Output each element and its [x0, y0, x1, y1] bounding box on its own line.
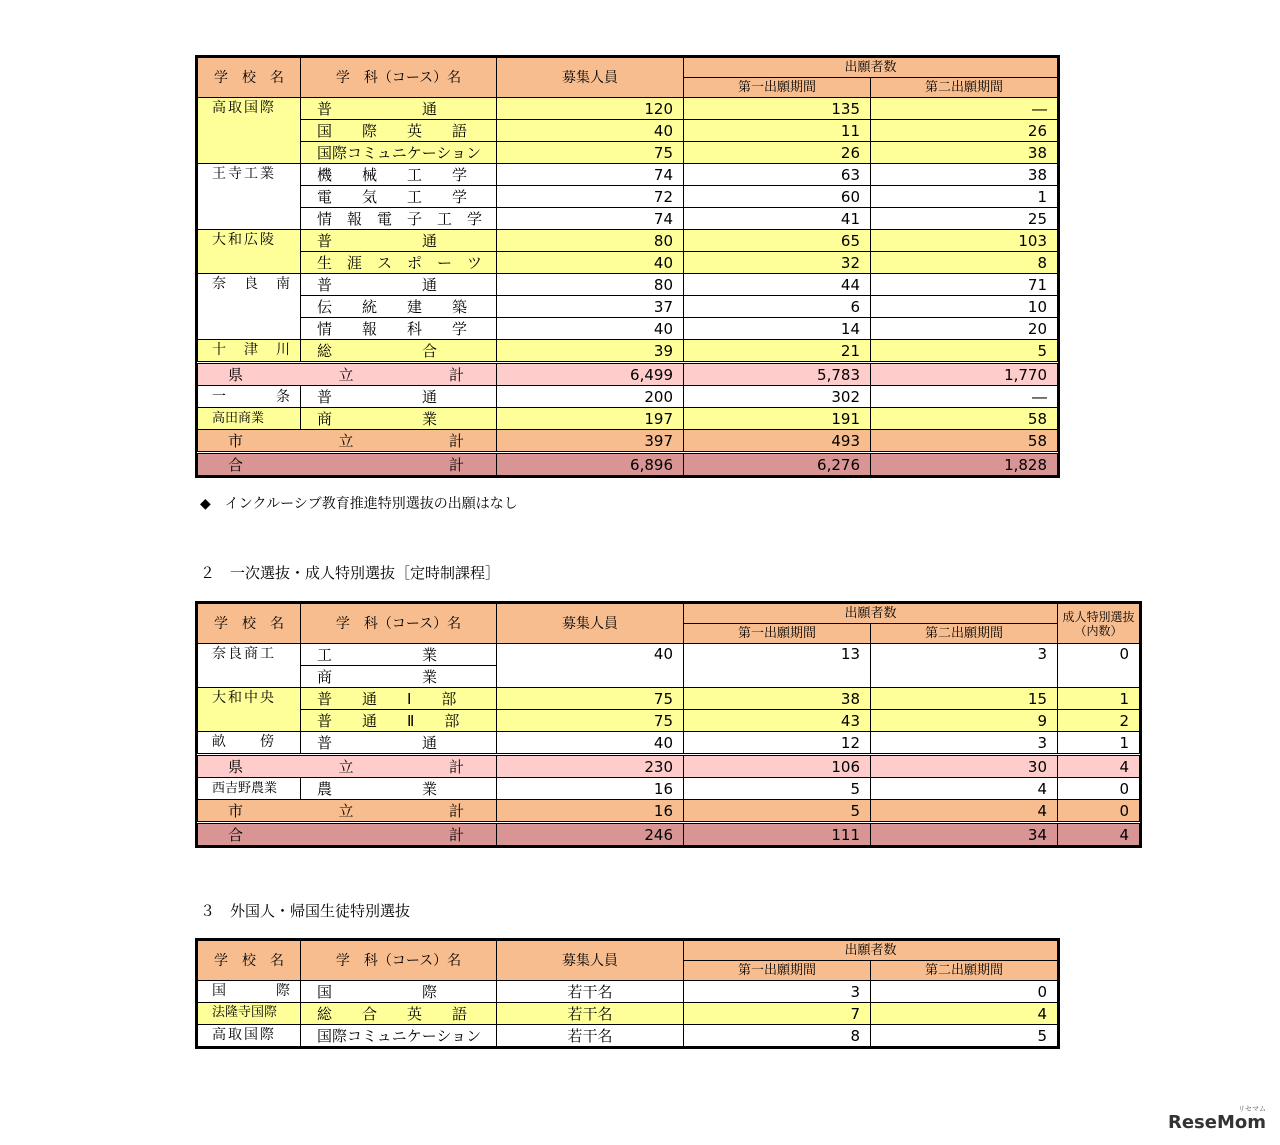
period2-count-cell: 71 — [871, 274, 1058, 296]
school-name-cell: 王寺工業 — [198, 164, 301, 230]
col-header-period2: 第二出願期間 — [871, 624, 1058, 644]
total-period1-cell: 493 — [684, 430, 871, 453]
municipal-total-row — [198, 430, 1058, 453]
school-name-cell: 大和中央 — [198, 688, 301, 732]
department-cell: 総 合 英 語 — [301, 1003, 497, 1025]
total-label-b: 立 — [338, 431, 354, 450]
school-name-cell: 国 際 — [198, 981, 301, 1003]
section-3-title: ３ 外国人・帰国生徒特別選抜 — [200, 902, 411, 920]
table-parttime-applicants — [197, 603, 1140, 846]
total-capacity-cell: 6,896 — [497, 453, 684, 476]
period2-count-cell: 1 — [871, 186, 1058, 208]
total-period1-cell: 5 — [684, 800, 871, 823]
period2-count-cell: 0 — [871, 981, 1058, 1003]
period1-count-cell: 3 — [684, 981, 871, 1003]
adult-special-label: 成人特別選抜 — [1062, 609, 1135, 624]
total-label-a: 県 — [228, 757, 244, 776]
table-row — [198, 778, 1140, 800]
period1-count-cell: 6 — [684, 296, 871, 318]
total-label-a: 市 — [228, 431, 244, 450]
col-header-period1: 第一出願期間 — [684, 624, 871, 644]
period1-count-cell: 302 — [684, 386, 871, 408]
total-label-c: 計 — [448, 825, 464, 844]
total-label-cell — [198, 430, 497, 453]
capacity-cell: 75 — [497, 710, 684, 732]
total-period2-cell: 34 — [871, 823, 1058, 846]
table-row — [198, 386, 1058, 408]
period1-count-cell: 63 — [684, 164, 871, 186]
period1-count-cell: 191 — [684, 408, 871, 430]
col-header-applicants: 出願者数 — [684, 941, 1058, 961]
department-cell: 国 際 — [301, 981, 497, 1003]
total-adult-special-cell: 4 — [1058, 755, 1140, 778]
period2-count-cell: 103 — [871, 230, 1058, 252]
period1-count-cell: 44 — [684, 274, 871, 296]
period2-count-cell: ― — [871, 386, 1058, 408]
capacity-cell: 40 — [497, 120, 684, 142]
period2-count-cell: ― — [871, 98, 1058, 120]
table-row — [198, 296, 1058, 318]
total-capacity-cell: 230 — [497, 755, 684, 778]
school-name-cell: 西吉野農業 — [198, 778, 301, 800]
department-cell: 普 通 Ⅰ 部 — [301, 688, 497, 710]
department-cell: 商 業 — [301, 666, 497, 688]
department-cell: 国際コミュニケーション — [301, 142, 497, 164]
table-fulltime-applicants — [197, 57, 1058, 476]
total-period2-cell: 30 — [871, 755, 1058, 778]
department-cell: 電 気 工 学 — [301, 186, 497, 208]
total-label-cell — [198, 453, 497, 476]
period1-count-cell: 60 — [684, 186, 871, 208]
table-row — [198, 1003, 1058, 1025]
col-header-period2: 第二出願期間 — [871, 961, 1058, 981]
capacity-cell: 若干名 — [497, 981, 684, 1003]
col-header-school: 学 校 名 — [198, 604, 301, 644]
school-name-cell: 大和広陵 — [198, 230, 301, 274]
capacity-cell: 40 — [497, 644, 684, 688]
total-period2-cell: 4 — [871, 800, 1058, 823]
department-cell: 情 報 電 子 工 学 — [301, 208, 497, 230]
col-header-period1: 第一出願期間 — [684, 78, 871, 98]
prefectural-total-row — [198, 755, 1140, 778]
col-header-school: 学 校 名 — [198, 58, 301, 98]
school-name-cell: 高取国際 — [198, 1025, 301, 1047]
prefectural-total-row — [198, 363, 1058, 386]
adult-special-count-cell: 0 — [1058, 778, 1140, 800]
period1-count-cell: 12 — [684, 732, 871, 755]
total-adult-special-cell: 0 — [1058, 800, 1140, 823]
department-cell: 普 通 — [301, 98, 497, 120]
table-row — [198, 274, 1058, 296]
table-row — [198, 186, 1058, 208]
col-header-capacity: 募集人員 — [497, 58, 684, 98]
school-name-cell: 高取国際 — [198, 98, 301, 164]
col-header-school: 学 校 名 — [198, 941, 301, 981]
total-adult-special-cell: 4 — [1058, 823, 1140, 846]
grand-total-row — [198, 823, 1140, 846]
period2-count-cell: 20 — [871, 318, 1058, 340]
note-inclusive: ◆ インクルーシブ教育推進特別選抜の出願はなし — [200, 496, 518, 512]
total-capacity-cell: 6,499 — [497, 363, 684, 386]
period2-count-cell: 5 — [871, 340, 1058, 363]
total-label-a: 合 — [228, 455, 244, 474]
capacity-cell: 75 — [497, 688, 684, 710]
total-label-cell — [198, 800, 497, 823]
period2-count-cell: 3 — [871, 732, 1058, 755]
capacity-cell: 74 — [497, 208, 684, 230]
col-header-capacity: 募集人員 — [497, 941, 684, 981]
capacity-cell: 72 — [497, 186, 684, 208]
department-cell: 国際コミュニケーション — [301, 1025, 497, 1047]
table-row — [198, 318, 1058, 340]
grand-total-row — [198, 453, 1058, 476]
period2-count-cell: 25 — [871, 208, 1058, 230]
period1-count-cell: 41 — [684, 208, 871, 230]
col-header-period2: 第二出願期間 — [871, 78, 1058, 98]
period2-count-cell: 10 — [871, 296, 1058, 318]
capacity-cell: 197 — [497, 408, 684, 430]
school-name-cell: 奈 良 南 — [198, 274, 301, 340]
period1-count-cell: 14 — [684, 318, 871, 340]
department-cell: 普 通 — [301, 230, 497, 252]
capacity-cell: 80 — [497, 274, 684, 296]
period2-count-cell: 58 — [871, 408, 1058, 430]
department-cell: 普 通 Ⅱ 部 — [301, 710, 497, 732]
total-label-c: 計 — [448, 365, 464, 384]
total-period1-cell: 106 — [684, 755, 871, 778]
school-name-cell: 十 津 川 — [198, 340, 301, 363]
table-row — [198, 710, 1140, 732]
department-cell: 生 涯 ス ポ ー ツ — [301, 252, 497, 274]
capacity-cell: 40 — [497, 732, 684, 755]
total-label-c: 計 — [448, 455, 464, 474]
table-row — [198, 208, 1058, 230]
col-header-dept: 学 科（コース）名 — [301, 58, 497, 98]
department-cell: 普 通 — [301, 274, 497, 296]
table-row — [198, 1025, 1058, 1047]
total-label-a: 県 — [228, 365, 244, 384]
table-row — [198, 164, 1058, 186]
adult-special-count-cell: 0 — [1058, 644, 1140, 688]
logo-subtext: リセマム — [1238, 1105, 1266, 1113]
period1-count-cell: 32 — [684, 252, 871, 274]
period2-count-cell: 26 — [871, 120, 1058, 142]
total-capacity-cell: 246 — [497, 823, 684, 846]
total-period1-cell: 6,276 — [684, 453, 871, 476]
department-cell: 商 業 — [301, 408, 497, 430]
department-cell: 情 報 科 学 — [301, 318, 497, 340]
capacity-cell: 40 — [497, 252, 684, 274]
table-row — [198, 688, 1140, 710]
period1-count-cell: 135 — [684, 98, 871, 120]
adult-special-sub-label: （内数） — [1074, 623, 1123, 638]
department-cell: 国 際 英 語 — [301, 120, 497, 142]
table-row — [198, 120, 1058, 142]
period2-count-cell: 9 — [871, 710, 1058, 732]
period2-count-cell: 4 — [871, 778, 1058, 800]
period1-count-cell: 8 — [684, 1025, 871, 1047]
period2-count-cell: 5 — [871, 1025, 1058, 1047]
department-cell: 普 通 — [301, 732, 497, 755]
total-label-c: 計 — [448, 431, 464, 450]
period2-count-cell: 38 — [871, 142, 1058, 164]
col-header-applicants: 出願者数 — [684, 58, 1058, 78]
total-period2-cell: 1,828 — [871, 453, 1058, 476]
total-label-b: 立 — [338, 801, 354, 820]
total-capacity-cell: 16 — [497, 800, 684, 823]
total-label-c: 計 — [448, 801, 464, 820]
period1-count-cell: 65 — [684, 230, 871, 252]
capacity-cell: 39 — [497, 340, 684, 363]
period1-count-cell: 5 — [684, 778, 871, 800]
col-header-dept: 学 科（コース）名 — [301, 941, 497, 981]
period1-count-cell: 21 — [684, 340, 871, 363]
capacity-cell: 16 — [497, 778, 684, 800]
period1-count-cell: 43 — [684, 710, 871, 732]
col-header-capacity: 募集人員 — [497, 604, 684, 644]
department-cell: 伝 統 建 築 — [301, 296, 497, 318]
table-row — [198, 408, 1058, 430]
col-header-period1: 第一出願期間 — [684, 961, 871, 981]
period2-count-cell: 15 — [871, 688, 1058, 710]
total-label-a: 合 — [228, 825, 244, 844]
table-row — [198, 230, 1058, 252]
total-period1-cell: 111 — [684, 823, 871, 846]
total-label-c: 計 — [448, 757, 464, 776]
school-name-cell: 高田商業 — [198, 408, 301, 430]
col-header-applicants: 出願者数 — [684, 604, 1058, 624]
period1-count-cell: 11 — [684, 120, 871, 142]
school-name-cell: 畝 傍 — [198, 732, 301, 755]
resemom-logo — [1167, 1105, 1266, 1133]
col-header-dept: 学 科（コース）名 — [301, 604, 497, 644]
school-name-cell: 法隆寺国際 — [198, 1003, 301, 1025]
period1-count-cell: 13 — [684, 644, 871, 688]
table-row — [198, 981, 1058, 1003]
table-row — [198, 644, 1140, 666]
department-cell: 普 通 — [301, 386, 497, 408]
table-row — [198, 142, 1058, 164]
school-name-cell: 奈良商工 — [198, 644, 301, 688]
total-label-cell — [198, 823, 497, 846]
adult-special-count-cell: 2 — [1058, 710, 1140, 732]
period1-count-cell: 38 — [684, 688, 871, 710]
table-row — [198, 98, 1058, 120]
table-foreign-returnee-applicants — [197, 940, 1058, 1047]
logo-text: ReseMom — [1167, 1112, 1266, 1133]
capacity-cell: 120 — [497, 98, 684, 120]
capacity-cell: 若干名 — [497, 1003, 684, 1025]
capacity-cell: 80 — [497, 230, 684, 252]
total-label-b: 立 — [338, 365, 354, 384]
school-name-cell: 一 条 — [198, 386, 301, 408]
period1-count-cell: 7 — [684, 1003, 871, 1025]
department-cell: 工 業 — [301, 644, 497, 666]
capacity-cell: 37 — [497, 296, 684, 318]
col-header-adult-special — [1058, 604, 1140, 644]
department-cell: 機 械 工 学 — [301, 164, 497, 186]
total-capacity-cell: 397 — [497, 430, 684, 453]
total-period2-cell: 1,770 — [871, 363, 1058, 386]
capacity-cell: 75 — [497, 142, 684, 164]
adult-special-count-cell: 1 — [1058, 688, 1140, 710]
total-label-a: 市 — [228, 801, 244, 820]
total-label-b: 立 — [338, 757, 354, 776]
period2-count-cell: 4 — [871, 1003, 1058, 1025]
table-row — [198, 252, 1058, 274]
period1-count-cell: 26 — [684, 142, 871, 164]
total-label-cell — [198, 755, 497, 778]
total-period1-cell: 5,783 — [684, 363, 871, 386]
capacity-cell: 40 — [497, 318, 684, 340]
capacity-cell: 74 — [497, 164, 684, 186]
department-cell: 総 合 — [301, 340, 497, 363]
capacity-cell: 若干名 — [497, 1025, 684, 1047]
section-2-title: ２ 一次選抜・成人特別選抜［定時制課程］ — [200, 564, 501, 582]
table-row — [198, 340, 1058, 363]
municipal-total-row — [198, 800, 1140, 823]
department-cell: 農 業 — [301, 778, 497, 800]
period2-count-cell: 3 — [871, 644, 1058, 688]
capacity-cell: 200 — [497, 386, 684, 408]
total-label-cell — [198, 363, 497, 386]
period2-count-cell: 8 — [871, 252, 1058, 274]
adult-special-count-cell: 1 — [1058, 732, 1140, 755]
period2-count-cell: 38 — [871, 164, 1058, 186]
table-row — [198, 732, 1140, 755]
total-period2-cell: 58 — [871, 430, 1058, 453]
